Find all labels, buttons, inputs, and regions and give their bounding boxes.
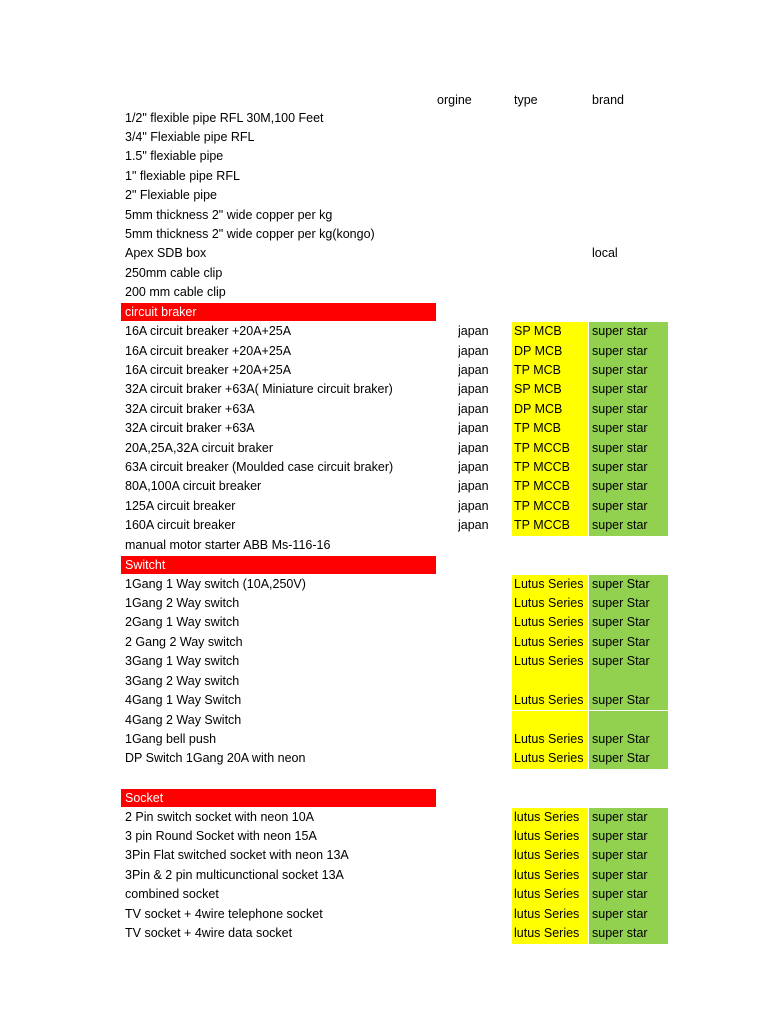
type-cell <box>512 244 588 263</box>
header-brand: brand <box>592 93 624 107</box>
table-row <box>0 808 768 827</box>
type-cell: Lutus Series <box>512 749 588 768</box>
table-row <box>0 477 768 496</box>
origin-cell <box>458 283 510 302</box>
type-cell <box>512 186 588 205</box>
table-row <box>0 575 768 594</box>
origin-cell <box>458 206 510 225</box>
item-description: 80A,100A circuit breaker <box>125 479 262 494</box>
brand-cell: super Star <box>589 594 668 613</box>
item-description: 2 Gang 2 Way switch <box>125 634 243 649</box>
type-cell: TP MCB <box>512 361 588 380</box>
origin-cell <box>458 633 510 652</box>
table-row <box>0 361 768 380</box>
type-cell: Lutus Series <box>512 691 588 710</box>
type-cell <box>512 109 588 128</box>
origin-cell <box>458 885 510 904</box>
type-cell <box>512 672 588 691</box>
brand-cell <box>589 672 668 691</box>
origin-cell <box>458 109 510 128</box>
type-cell: lutus Series <box>512 866 588 885</box>
table-row <box>0 652 768 671</box>
type-cell: Lutus Series <box>512 633 588 652</box>
table-row <box>0 167 768 186</box>
brand-cell <box>589 109 668 128</box>
origin-cell: japan <box>458 401 489 416</box>
origin-cell <box>458 536 510 555</box>
table-row <box>0 594 768 613</box>
type-cell: DP MCB <box>512 400 588 419</box>
table-row <box>0 206 768 225</box>
type-cell <box>512 147 588 166</box>
origin-cell <box>458 730 510 749</box>
origin-cell: japan <box>458 343 489 358</box>
type-cell: DP MCB <box>512 342 588 361</box>
item-description: 16A circuit breaker +20A+25A <box>125 362 292 377</box>
brand-cell: super Star <box>589 730 668 749</box>
brand-cell: super star <box>589 400 668 419</box>
table-row <box>0 439 768 458</box>
brand-cell <box>589 186 668 205</box>
table-row <box>0 400 768 419</box>
origin-cell <box>458 128 510 147</box>
origin-cell: japan <box>458 382 489 397</box>
section-header: Socket <box>121 789 436 807</box>
item-description: 1Gang bell push <box>125 731 217 746</box>
item-description: 5mm thickness 2" wide copper per kg(kongo) <box>125 227 375 242</box>
type-cell: Lutus Series <box>512 730 588 749</box>
origin-cell <box>458 808 510 827</box>
type-cell <box>512 283 588 302</box>
table-row <box>0 846 768 865</box>
table-row <box>0 516 768 535</box>
origin-cell: japan <box>458 362 489 377</box>
origin-cell <box>458 827 510 846</box>
table-row <box>0 711 768 730</box>
header-origin: orgine <box>437 93 472 107</box>
brand-cell: super star <box>589 846 668 865</box>
brand-cell: super star <box>589 380 668 399</box>
item-description: 125A circuit breaker <box>125 498 236 513</box>
item-description: 3Gang 1 Way switch <box>125 654 240 669</box>
item-description: 3Gang 2 Way switch <box>125 673 240 688</box>
item-description: 3Pin & 2 pin multicunctional socket 13A <box>125 867 344 882</box>
table-row <box>0 536 768 555</box>
type-cell: Lutus Series <box>512 613 588 632</box>
origin-cell: japan <box>458 460 489 475</box>
item-description: 4Gang 2 Way Switch <box>125 712 242 727</box>
brand-cell: super star <box>589 905 668 924</box>
brand-cell: local <box>592 246 618 261</box>
table-row <box>0 885 768 904</box>
brand-cell: super star <box>589 808 668 827</box>
type-cell <box>512 264 588 283</box>
item-description: 1" flexiable pipe RFL <box>125 168 240 183</box>
origin-cell: japan <box>458 518 489 533</box>
origin-cell <box>458 749 510 768</box>
type-cell: lutus Series <box>512 846 588 865</box>
brand-cell: super Star <box>589 613 668 632</box>
table-row <box>0 905 768 924</box>
origin-cell <box>458 711 510 730</box>
brand-cell: super Star <box>589 691 668 710</box>
table-row <box>0 691 768 710</box>
origin-cell: japan <box>458 498 489 513</box>
section-header: circuit braker <box>121 303 436 321</box>
table-row <box>0 244 768 263</box>
brand-cell: super Star <box>589 749 668 768</box>
brand-cell: super star <box>589 439 668 458</box>
table-row <box>0 419 768 438</box>
brand-cell <box>589 147 668 166</box>
type-cell: TP MCCB <box>512 497 588 516</box>
brand-cell <box>589 225 668 244</box>
type-cell <box>512 167 588 186</box>
brand-cell: super star <box>589 361 668 380</box>
item-description: 4Gang 1 Way Switch <box>125 693 242 708</box>
item-description: 2Gang 1 Way switch <box>125 615 240 630</box>
type-cell: Lutus Series <box>512 594 588 613</box>
brand-cell: super star <box>589 866 668 885</box>
origin-cell: japan <box>458 324 489 339</box>
origin-cell <box>458 905 510 924</box>
type-cell: SP MCB <box>512 322 588 341</box>
brand-cell <box>589 264 668 283</box>
table-row <box>0 186 768 205</box>
brand-cell <box>589 711 668 730</box>
brand-cell: super star <box>589 477 668 496</box>
table-row <box>0 672 768 691</box>
type-cell: TP MCCB <box>512 439 588 458</box>
table-row <box>0 128 768 147</box>
origin-cell <box>458 575 510 594</box>
item-description: 200 mm cable clip <box>125 285 226 300</box>
table-row <box>0 827 768 846</box>
brand-cell: super star <box>589 497 668 516</box>
brand-cell: super star <box>589 458 668 477</box>
type-cell: SP MCB <box>512 380 588 399</box>
type-cell: TP MCCB <box>512 516 588 535</box>
origin-cell <box>458 244 510 263</box>
item-description: TV socket + 4wire telephone socket <box>125 906 323 921</box>
item-description: 1.5" flexiable pipe <box>125 149 224 164</box>
table-row <box>0 342 768 361</box>
origin-cell: japan <box>458 421 489 436</box>
table-row <box>0 264 768 283</box>
brand-cell: super star <box>589 924 668 943</box>
table-row <box>0 633 768 652</box>
item-description: TV socket + 4wire data socket <box>125 926 293 941</box>
origin-cell: japan <box>458 479 489 494</box>
item-description: Apex SDB box <box>125 246 207 261</box>
brand-cell: super Star <box>589 652 668 671</box>
item-description: 1/2" flexible pipe RFL 30M,100 Feet <box>125 110 324 125</box>
type-cell: TP MCCB <box>512 477 588 496</box>
brand-cell: super star <box>589 885 668 904</box>
item-description: 32A circuit braker +63A <box>125 421 255 436</box>
item-description: combined socket <box>125 887 219 902</box>
item-description: 2 Pin switch socket with neon 10A <box>125 809 314 824</box>
item-description: 250mm cable clip <box>125 265 223 280</box>
type-cell <box>512 128 588 147</box>
origin-cell <box>458 613 510 632</box>
table-row <box>0 866 768 885</box>
table-row <box>0 147 768 166</box>
item-description: DP Switch 1Gang 20A with neon <box>125 751 306 766</box>
origin-cell <box>458 846 510 865</box>
table-row <box>0 283 768 302</box>
type-cell <box>512 536 588 555</box>
type-cell <box>512 206 588 225</box>
type-cell: TP MCB <box>512 419 588 438</box>
origin-cell <box>458 147 510 166</box>
brand-cell <box>589 167 668 186</box>
origin-cell <box>458 594 510 613</box>
type-cell: lutus Series <box>512 885 588 904</box>
type-cell <box>512 711 588 730</box>
origin-cell <box>458 225 510 244</box>
origin-cell <box>458 186 510 205</box>
brand-cell: super star <box>589 827 668 846</box>
item-description: 160A circuit breaker <box>125 518 236 533</box>
type-cell <box>512 225 588 244</box>
item-description: 2" Flexiable pipe <box>125 188 217 203</box>
table-row <box>0 322 768 341</box>
item-description: 3/4" Flexiable pipe RFL <box>125 129 255 144</box>
brand-cell <box>589 283 668 302</box>
item-description: 1Gang 1 Way switch (10A,250V) <box>125 576 306 591</box>
brand-cell: super star <box>589 516 668 535</box>
origin-cell: japan <box>458 440 489 455</box>
item-description: 16A circuit breaker +20A+25A <box>125 343 292 358</box>
type-cell: lutus Series <box>512 905 588 924</box>
brand-cell: super Star <box>589 575 668 594</box>
origin-cell <box>458 672 510 691</box>
table-row <box>0 497 768 516</box>
brand-cell <box>589 206 668 225</box>
type-cell: lutus Series <box>512 827 588 846</box>
brand-cell: super star <box>589 342 668 361</box>
table-row <box>0 749 768 768</box>
item-description: 32A circuit braker +63A <box>125 401 255 416</box>
table-row <box>0 380 768 399</box>
brand-cell <box>589 128 668 147</box>
type-cell: Lutus Series <box>512 652 588 671</box>
item-description: 20A,25A,32A circuit braker <box>125 440 273 455</box>
item-description: 3 pin Round Socket with neon 15A <box>125 829 317 844</box>
brand-cell: super star <box>589 419 668 438</box>
origin-cell <box>458 924 510 943</box>
item-description: 63A circuit breaker (Moulded case circuit braker) <box>125 460 394 475</box>
item-description: 5mm thickness 2" wide copper per kg <box>125 207 333 222</box>
origin-cell <box>458 167 510 186</box>
brand-cell: super star <box>589 322 668 341</box>
origin-cell <box>458 264 510 283</box>
item-description: manual motor starter ABB Ms-116-16 <box>125 537 331 552</box>
section-header: Switcht <box>121 556 436 574</box>
origin-cell <box>458 652 510 671</box>
type-cell: lutus Series <box>512 924 588 943</box>
table-row <box>0 225 768 244</box>
brand-cell <box>589 536 668 555</box>
table-row <box>0 924 768 943</box>
origin-cell <box>458 691 510 710</box>
item-description: 3Pin Flat switched socket with neon 13A <box>125 848 349 863</box>
item-description: 1Gang 2 Way switch <box>125 596 240 610</box>
item-description: 32A circuit braker +63A( Miniature circuit braker) <box>125 382 393 397</box>
table-row <box>0 730 768 749</box>
origin-cell <box>458 866 510 885</box>
table-row <box>0 458 768 477</box>
type-cell: TP MCCB <box>512 458 588 477</box>
table-row <box>0 613 768 632</box>
item-description: 16A circuit breaker +20A+25A <box>125 324 292 339</box>
table-row <box>0 109 768 128</box>
type-cell: lutus Series <box>512 808 588 827</box>
brand-cell: super Star <box>589 633 668 652</box>
type-cell: Lutus Series <box>512 575 588 594</box>
header-type: type <box>514 93 538 107</box>
